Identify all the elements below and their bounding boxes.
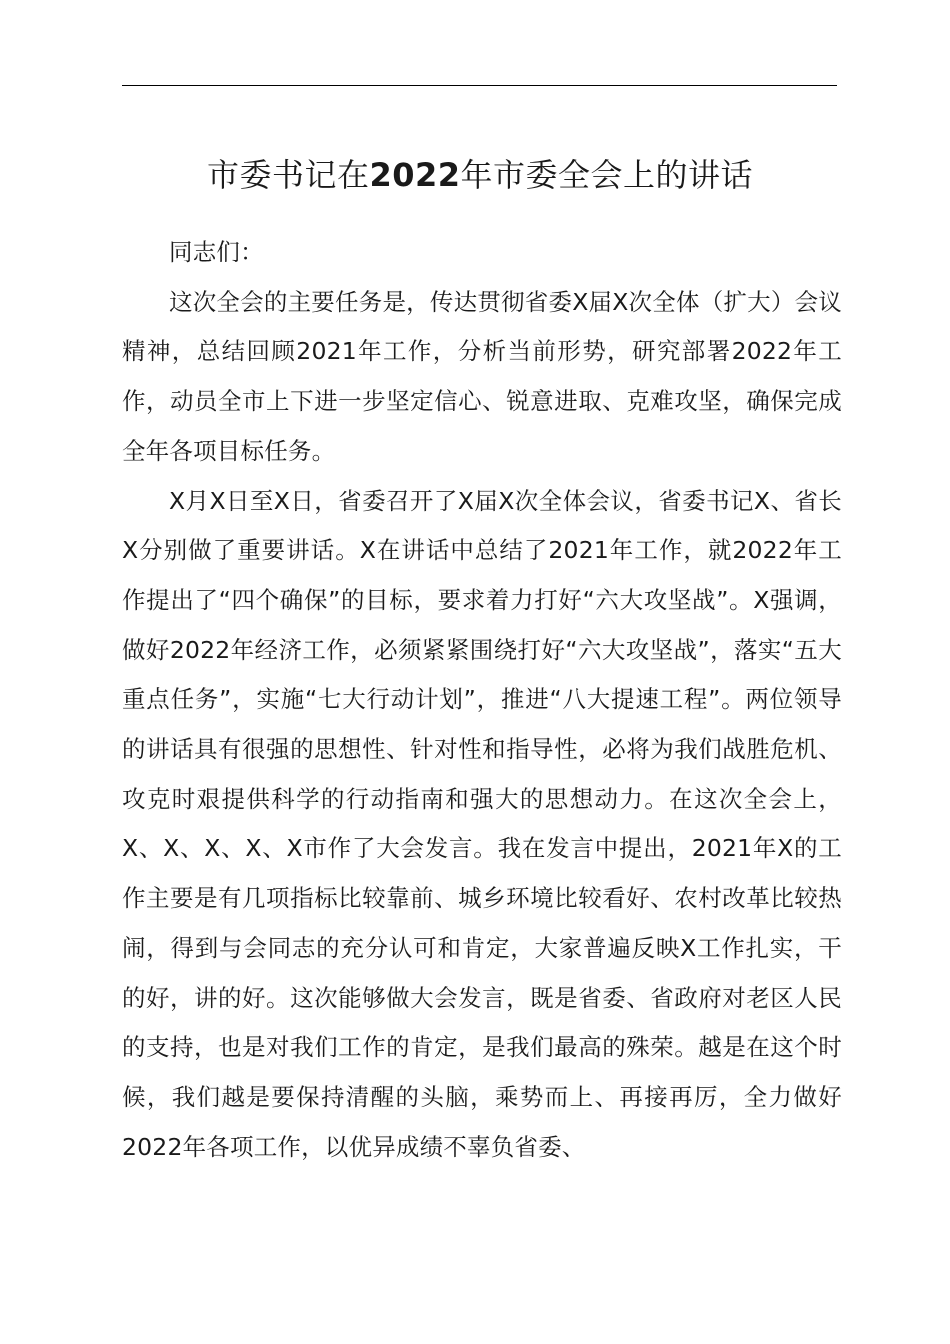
header-rule (122, 85, 837, 86)
page-title (100, 150, 860, 200)
title-suffix: 年市委全会上的讲话 (460, 156, 754, 194)
body-paragraph-2: X月X日至X日，省委召开了X届X次全体会议，省委书记X、省长X分别做了重要讲话。X在讲话中总结了2021年工作，就2022年工作提出了“四个确保”的目标，要求着力打好“六大攻坚战”。X强调，做好2022年经济工作，必须紧紧围绕打好“六大攻坚战”，落实“五大重点任务”，实施“七大行动计划”，推进“八大提速工程”。两位领导的讲话具有很强的思想性、针对性和指导性，必将为我们战胜危机、攻克时艰提供科学的行动指南和强大的思想动力。在这次全会上，X、X、X、X、X市作了大会发言。我在发言中提出，2021年X的工作主要是有几项指标比较靠前、城乡环境比较看好、农村改革比较热闹，得到与会同志的充分认可和肯定，大家普遍反映X工作扎实，干的好，讲的好。这次能够做大会发言，既是省委、省政府对老区人民的支持，也是对我们工作的肯定，是我们最高的殊荣。越是在这个时候，我们越是要保持清醒的头脑，乘势而上、再接再厉，全力做好2022年各项工作，以优异成绩不辜负省委、 (122, 486, 842, 1161)
body-paragraph-1: 这次全会的主要任务是，传达贯彻省委X届X次全体（扩大）会议精神，总结回顾2021年工作，分析当前形势，研究部署2022年工作，动员全市上下进一步坚定信心、锐意进取、克难攻坚，确保完成全年各项目标任务。 (122, 287, 842, 465)
document-body (122, 228, 842, 1172)
title-year: 2022 (369, 156, 461, 194)
title-prefix: 市委书记在 (206, 156, 370, 194)
greeting-paragraph: 同志们： (169, 238, 264, 266)
